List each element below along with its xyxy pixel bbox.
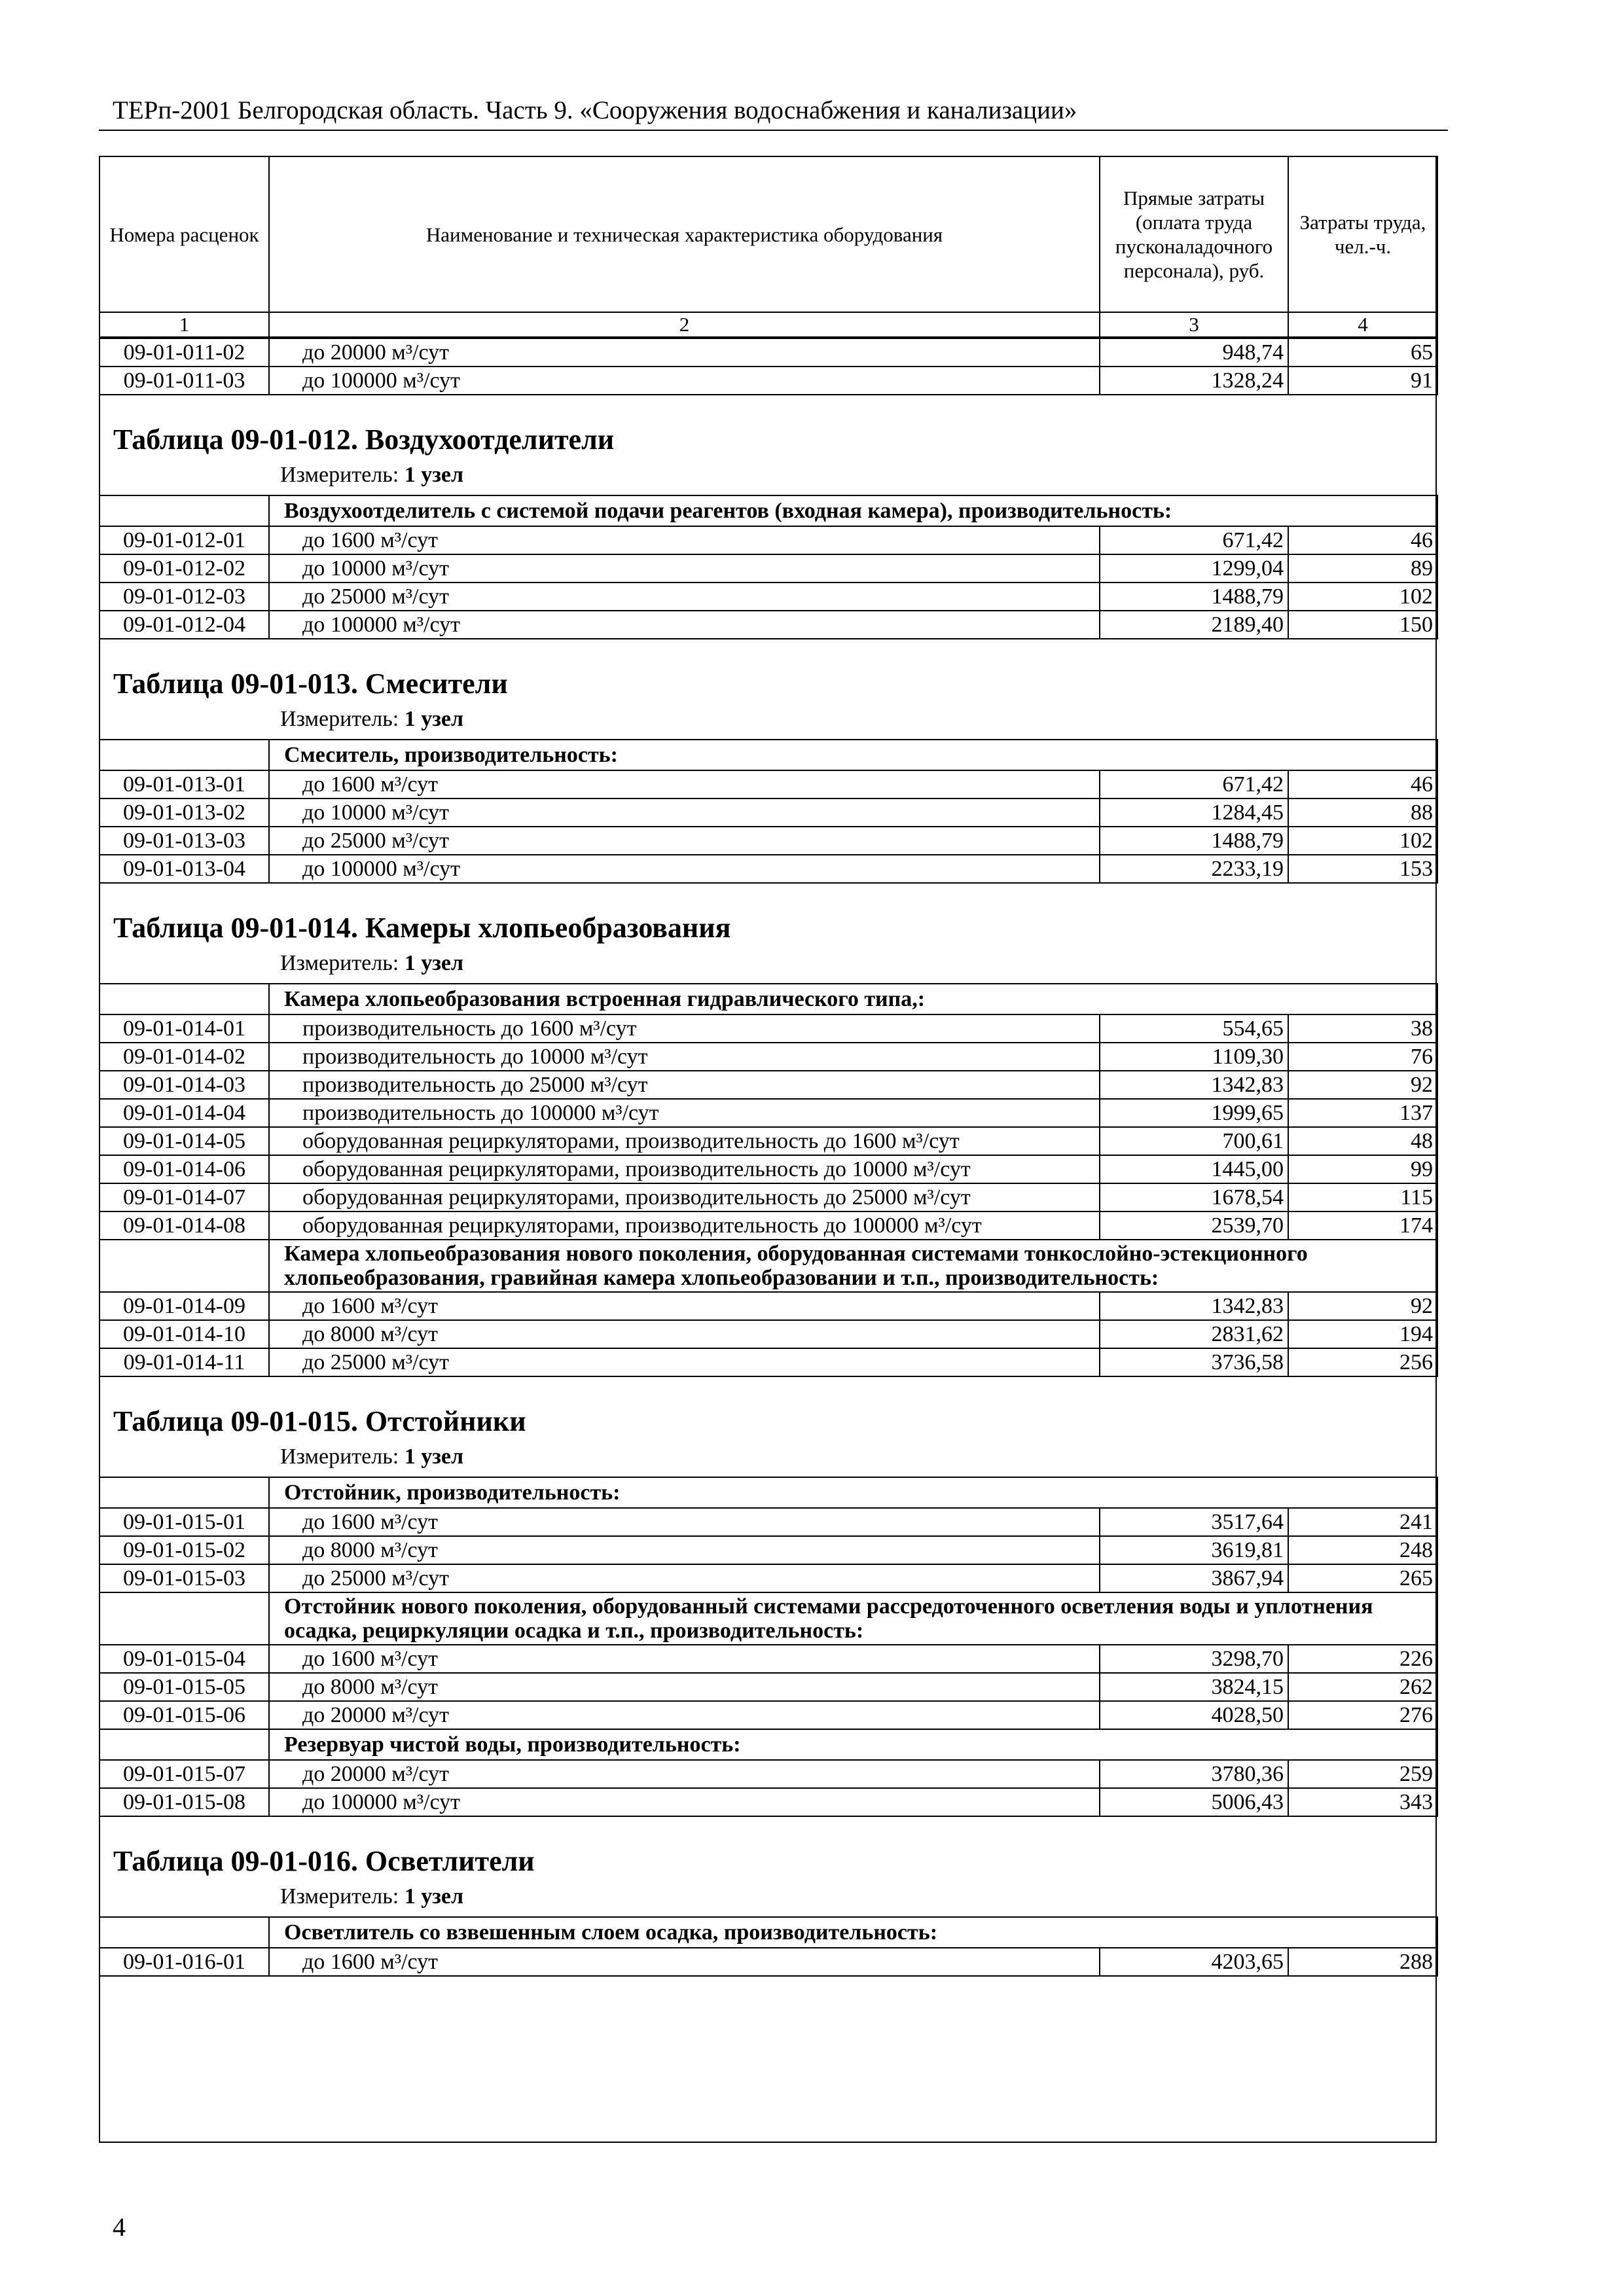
- rate-cost: 1342,83: [1100, 1071, 1288, 1099]
- rate-name: до 20000 м³/сут: [269, 1701, 1100, 1729]
- rate-row: [99, 1536, 1437, 1564]
- rate-name: производительность до 10000 м³/сут: [269, 1043, 1100, 1071]
- document-body: [99, 156, 1437, 1977]
- rate-name: до 1600 м³/сут: [269, 770, 1100, 798]
- meter-value: 1 узел: [404, 951, 464, 975]
- rate-code: 09-01-015-01: [99, 1508, 269, 1536]
- meter-label: Измеритель:: [280, 1444, 399, 1469]
- rate-labor: 241: [1288, 1508, 1437, 1536]
- rate-code: 09-01-014-08: [99, 1211, 269, 1240]
- column-header-labor: Затраты труда, чел.-ч.: [1288, 156, 1437, 312]
- rate-name: оборудованная рециркуляторами, производительность до 1600 м³/сут: [269, 1127, 1100, 1155]
- rate-row: [99, 1320, 1437, 1348]
- rate-cost: 1299,04: [1100, 554, 1288, 583]
- page-number: 4: [113, 2212, 126, 2242]
- table-title: Таблица 09-01-016. Осветлители: [113, 1845, 535, 1877]
- rate-row: [99, 367, 1437, 395]
- column-number: 4: [1288, 312, 1437, 337]
- rate-labor: 265: [1288, 1564, 1437, 1592]
- rate-row: [99, 798, 1437, 827]
- rate-name: до 1600 м³/сут: [269, 1948, 1100, 1976]
- rate-code: 09-01-015-07: [99, 1760, 269, 1788]
- rate-name: до 25000 м³/сут: [269, 827, 1100, 855]
- rate-row: [99, 1183, 1437, 1211]
- rate-cost: 3619,81: [1100, 1536, 1288, 1564]
- rate-cost: 3780,36: [1100, 1760, 1288, 1788]
- rate-cost: 3867,94: [1100, 1564, 1288, 1592]
- rate-cost: 5006,43: [1100, 1788, 1288, 1816]
- rate-row: [99, 1211, 1437, 1240]
- rate-labor: 343: [1288, 1788, 1437, 1816]
- section-heading: Отстойник нового поколения, оборудованный системами рассредоточенного осветления воды и уплотнения осадка, рециркуляции осадка и т.п., производительность:: [269, 1592, 1437, 1645]
- section-heading-row: [99, 1917, 1437, 1948]
- rate-labor: 248: [1288, 1536, 1437, 1564]
- meter-label: Измеритель:: [280, 707, 399, 731]
- rate-row: [99, 1014, 1437, 1043]
- rate-code: 09-01-012-01: [99, 526, 269, 554]
- rate-cost: 2189,40: [1100, 611, 1288, 639]
- rate-row: [99, 1099, 1437, 1127]
- rate-code: 09-01-013-04: [99, 855, 269, 883]
- rate-name: до 1600 м³/сут: [269, 1292, 1100, 1320]
- column-header-table: [99, 156, 1438, 338]
- rate-table: [99, 983, 1438, 1377]
- rate-row: [99, 1564, 1437, 1592]
- rate-row: [99, 1948, 1437, 1976]
- rate-name: оборудованная рециркуляторами, производительность до 100000 м³/сут: [269, 1211, 1100, 1240]
- section-heading-spacer: [99, 740, 269, 770]
- rate-row: [99, 583, 1437, 611]
- rate-labor: 259: [1288, 1760, 1437, 1788]
- rate-labor: 174: [1288, 1211, 1437, 1240]
- rate-table-block: [99, 1377, 1437, 1817]
- rate-row: [99, 1673, 1437, 1701]
- rate-name: производительность до 100000 м³/сут: [269, 1099, 1100, 1127]
- rate-labor: 276: [1288, 1701, 1437, 1729]
- rate-name: до 10000 м³/сут: [269, 554, 1100, 583]
- rate-code: 09-01-014-10: [99, 1320, 269, 1348]
- section-heading-spacer: [99, 1917, 269, 1948]
- rate-labor: 88: [1288, 798, 1437, 827]
- column-header-name: Наименование и техническая характеристика оборудования: [269, 156, 1100, 312]
- rate-code: 09-01-015-05: [99, 1673, 269, 1701]
- section-heading-row: [99, 495, 1437, 526]
- meter-label: Измеритель:: [280, 951, 399, 975]
- section-heading: Камера хлопьеобразования нового поколения, оборудованная системами тонкослойно-эстекционного хлопьеобразования, гравийная камера хлопьеобразовании и т.п., производительность:: [269, 1240, 1437, 1292]
- section-heading: Воздухоотделитель с системой подачи реагентов (входная камера), производительность:: [269, 495, 1437, 526]
- rate-name: до 1600 м³/сут: [269, 1508, 1100, 1536]
- rate-labor: 48: [1288, 1127, 1437, 1155]
- rate-code: 09-01-011-03: [99, 367, 269, 395]
- rate-row: [99, 1155, 1437, 1183]
- table-meter: [99, 1877, 1437, 1916]
- rate-cost: 1342,83: [1100, 1292, 1288, 1320]
- section-heading: Камера хлопьеобразования встроенная гидравлического типа,:: [269, 984, 1437, 1014]
- rate-row: [99, 1645, 1437, 1673]
- rate-cost: 1488,79: [1100, 827, 1288, 855]
- rate-row: [99, 1788, 1437, 1816]
- rate-name: до 100000 м³/сут: [269, 1788, 1100, 1816]
- rate-row: [99, 1292, 1437, 1320]
- rate-name: до 25000 м³/сут: [269, 1564, 1100, 1592]
- table-meter: [99, 700, 1437, 739]
- rate-code: 09-01-015-06: [99, 1701, 269, 1729]
- rate-name: до 20000 м³/сут: [269, 1760, 1100, 1788]
- rate-labor: 153: [1288, 855, 1437, 883]
- column-number: 1: [99, 312, 269, 337]
- column-header-cost: Прямые затраты (оплата труда пусконаладочного персонала), руб.: [1100, 156, 1288, 312]
- rate-cost: 1488,79: [1100, 583, 1288, 611]
- rate-table: [99, 739, 1438, 884]
- rate-cost: 554,65: [1100, 1014, 1288, 1043]
- rate-cost: 4203,65: [1100, 1948, 1288, 1976]
- rate-labor: 46: [1288, 526, 1437, 554]
- rate-labor: 76: [1288, 1043, 1437, 1071]
- rate-row: [99, 1508, 1437, 1536]
- section-heading-row: [99, 1592, 1437, 1645]
- section-heading-row: [99, 740, 1437, 770]
- rate-code: 09-01-012-02: [99, 554, 269, 583]
- section-heading: Осветлитель со взвешенным слоем осадка, производительность:: [269, 1917, 1437, 1948]
- column-number: 3: [1100, 312, 1288, 337]
- rate-code: 09-01-016-01: [99, 1948, 269, 1976]
- rate-labor: 137: [1288, 1099, 1437, 1127]
- rate-tables: [99, 395, 1437, 1977]
- rate-code: 09-01-015-04: [99, 1645, 269, 1673]
- meter-value: 1 узел: [404, 463, 464, 487]
- rate-code: 09-01-014-09: [99, 1292, 269, 1320]
- rate-labor: 102: [1288, 583, 1437, 611]
- rate-row: [99, 1348, 1437, 1376]
- table-title: Таблица 09-01-015. Отстойники: [113, 1405, 526, 1437]
- rate-labor: 92: [1288, 1292, 1437, 1320]
- rate-table-block: [99, 395, 1437, 639]
- rate-cost: 948,74: [1100, 338, 1288, 367]
- rate-labor: 256: [1288, 1348, 1437, 1376]
- column-number: 2: [269, 312, 1100, 337]
- rate-cost: 3298,70: [1100, 1645, 1288, 1673]
- rate-code: 09-01-014-07: [99, 1183, 269, 1211]
- rate-cost: 671,42: [1100, 526, 1288, 554]
- page-header: ТЕРп-2001 Белгородская область. Часть 9. «Сооружения водоснабжения и канализации»: [113, 96, 1077, 124]
- rate-code: 09-01-014-03: [99, 1071, 269, 1099]
- rate-name: производительность до 25000 м³/сут: [269, 1071, 1100, 1099]
- rate-row: [99, 1701, 1437, 1729]
- column-number-row: [99, 312, 1437, 337]
- header-rule: [99, 130, 1448, 131]
- section-heading-spacer: [99, 984, 269, 1014]
- rate-cost: 1445,00: [1100, 1155, 1288, 1183]
- rate-labor: 99: [1288, 1155, 1437, 1183]
- meter-value: 1 узел: [404, 1444, 464, 1469]
- table-meter: [99, 456, 1437, 495]
- rate-row: [99, 855, 1437, 883]
- rate-cost: 2539,70: [1100, 1211, 1288, 1240]
- rate-labor: 150: [1288, 611, 1437, 639]
- rate-cost: 671,42: [1100, 770, 1288, 798]
- rate-code: 09-01-014-06: [99, 1155, 269, 1183]
- rate-code: 09-01-012-04: [99, 611, 269, 639]
- rate-name: до 8000 м³/сут: [269, 1536, 1100, 1564]
- section-heading-row: [99, 984, 1437, 1014]
- rate-name: до 1600 м³/сут: [269, 526, 1100, 554]
- continued-rows-table: [99, 338, 1438, 395]
- rate-code: 09-01-015-08: [99, 1788, 269, 1816]
- rate-cost: 2831,62: [1100, 1320, 1288, 1348]
- rate-labor: 115: [1288, 1183, 1437, 1211]
- rate-code: 09-01-013-01: [99, 770, 269, 798]
- rate-code: 09-01-011-02: [99, 338, 269, 367]
- section-heading: Резервуар чистой воды, производительность:: [269, 1729, 1437, 1760]
- rate-row: [99, 611, 1437, 639]
- rate-labor: 262: [1288, 1673, 1437, 1701]
- rate-table: [99, 1916, 1438, 1977]
- rate-row: [99, 770, 1437, 798]
- rate-code: 09-01-013-03: [99, 827, 269, 855]
- rate-name: до 8000 м³/сут: [269, 1320, 1100, 1348]
- section-heading: Отстойник, производительность:: [269, 1477, 1437, 1508]
- section-heading-row: [99, 1729, 1437, 1760]
- section-heading: Смеситель, производительность:: [269, 740, 1437, 770]
- column-header-row: [99, 156, 1437, 312]
- rate-row: [99, 1127, 1437, 1155]
- rate-name: до 25000 м³/сут: [269, 1348, 1100, 1376]
- rate-labor: 89: [1288, 554, 1437, 583]
- meter-value: 1 узел: [404, 1884, 464, 1909]
- rate-code: 09-01-013-02: [99, 798, 269, 827]
- rate-code: 09-01-014-02: [99, 1043, 269, 1071]
- rate-name: до 8000 м³/сут: [269, 1673, 1100, 1701]
- rate-table: [99, 1477, 1438, 1817]
- rate-row: [99, 1071, 1437, 1099]
- section-heading-row: [99, 1240, 1437, 1292]
- rate-cost: 1284,45: [1100, 798, 1288, 827]
- rate-labor: 92: [1288, 1071, 1437, 1099]
- rate-cost: 1999,65: [1100, 1099, 1288, 1127]
- meter-label: Измеритель:: [280, 463, 399, 487]
- rate-name: до 20000 м³/сут: [269, 338, 1100, 367]
- rate-name: производительность до 1600 м³/сут: [269, 1014, 1100, 1043]
- column-header-codes: Номера расценок: [99, 156, 269, 312]
- table-title: Таблица 09-01-013. Смесители: [113, 668, 508, 700]
- table-title: Таблица 09-01-014. Камеры хлопьеобразования: [113, 912, 731, 944]
- rate-cost: 2233,19: [1100, 855, 1288, 883]
- rate-cost: 4028,50: [1100, 1701, 1288, 1729]
- rate-code: 09-01-014-01: [99, 1014, 269, 1043]
- rate-row: [99, 827, 1437, 855]
- rate-row: [99, 1043, 1437, 1071]
- rate-code: 09-01-015-03: [99, 1564, 269, 1592]
- rate-name: до 25000 м³/сут: [269, 583, 1100, 611]
- rate-name: до 1600 м³/сут: [269, 1645, 1100, 1673]
- rate-row: [99, 526, 1437, 554]
- rate-name: до 100000 м³/сут: [269, 367, 1100, 395]
- meter-label: Измеритель:: [280, 1884, 399, 1909]
- rate-table-block: [99, 639, 1437, 884]
- rate-cost: 1109,30: [1100, 1043, 1288, 1071]
- rate-labor: 91: [1288, 367, 1437, 395]
- section-heading-spacer: [99, 1592, 269, 1645]
- rate-code: 09-01-015-02: [99, 1536, 269, 1564]
- section-heading-spacer: [99, 1240, 269, 1292]
- section-heading-spacer: [99, 495, 269, 526]
- rate-cost: 1678,54: [1100, 1183, 1288, 1211]
- table-meter: [99, 944, 1437, 983]
- rate-row: [99, 1760, 1437, 1788]
- rate-labor: 38: [1288, 1014, 1437, 1043]
- rate-name: оборудованная рециркуляторами, производительность до 25000 м³/сут: [269, 1183, 1100, 1211]
- rate-code: 09-01-012-03: [99, 583, 269, 611]
- meter-value: 1 узел: [404, 707, 464, 731]
- rate-labor: 65: [1288, 338, 1437, 367]
- table-meter: [99, 1437, 1437, 1477]
- rate-code: 09-01-014-04: [99, 1099, 269, 1127]
- section-heading-row: [99, 1477, 1437, 1508]
- rate-row: [99, 338, 1437, 367]
- rate-table-block: [99, 884, 1437, 1377]
- rate-cost: 700,61: [1100, 1127, 1288, 1155]
- rate-labor: 46: [1288, 770, 1437, 798]
- section-heading-spacer: [99, 1477, 269, 1508]
- rate-code: 09-01-014-11: [99, 1348, 269, 1376]
- rate-labor: 288: [1288, 1948, 1437, 1976]
- section-heading-spacer: [99, 1729, 269, 1760]
- rate-code: 09-01-014-05: [99, 1127, 269, 1155]
- rate-cost: 3517,64: [1100, 1508, 1288, 1536]
- rate-labor: 194: [1288, 1320, 1437, 1348]
- rate-labor: 226: [1288, 1645, 1437, 1673]
- table-title: Таблица 09-01-012. Воздухоотделители: [113, 423, 615, 456]
- rate-cost: 3824,15: [1100, 1673, 1288, 1701]
- rate-name: до 10000 м³/сут: [269, 798, 1100, 827]
- rate-name: до 100000 м³/сут: [269, 611, 1100, 639]
- rate-labor: 102: [1288, 827, 1437, 855]
- rate-table-block: [99, 1817, 1437, 1977]
- rate-name: до 100000 м³/сут: [269, 855, 1100, 883]
- rate-table: [99, 495, 1438, 639]
- rate-cost: 3736,58: [1100, 1348, 1288, 1376]
- rate-row: [99, 554, 1437, 583]
- rate-cost: 1328,24: [1100, 367, 1288, 395]
- rate-name: оборудованная рециркуляторами, производительность до 10000 м³/сут: [269, 1155, 1100, 1183]
